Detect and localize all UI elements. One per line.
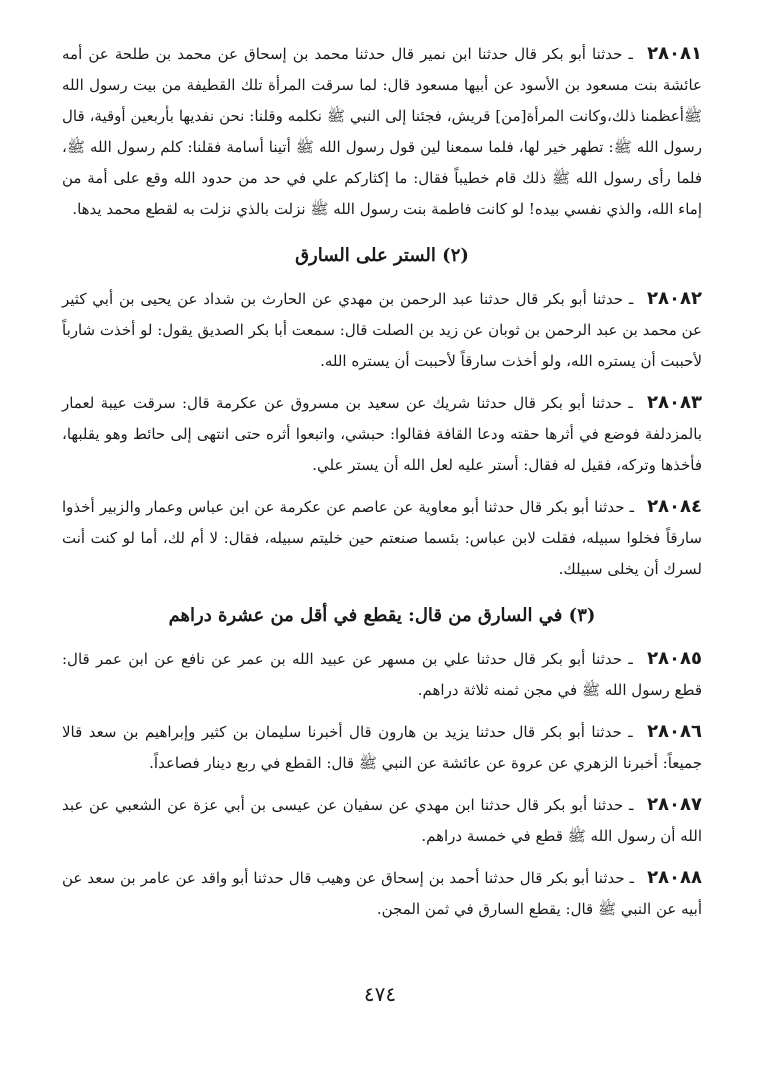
section-heading: (٣) في السارق من قال: يقطع في أقل من عشرة دراهم — [168, 605, 596, 626]
hadith-entry — [62, 789, 702, 852]
document-page — [62, 38, 702, 935]
hadith-number: ٢٨٠٨١ — [647, 43, 702, 64]
hadith-text: ـ حدثنا أبو بكر قال حدثنا علي بن مسهر عن عبيد الله بن عمر عن نافع عن ابن عمر قال: قطع رسول الله ﷺ في مجن ثمنه ثلاثة دراهم. — [62, 650, 702, 699]
hadith-entry — [62, 491, 702, 585]
hadith-number: ٢٨٠٨٣ — [647, 392, 702, 413]
hadith-number: ٢٨٠٨٥ — [647, 648, 702, 669]
hadith-number: ٢٨٠٨٧ — [647, 794, 702, 815]
hadith-entry — [62, 38, 702, 225]
hadith-number: ٢٨٠٨٢ — [647, 288, 702, 309]
hadith-number: ٢٨٠٨٤ — [647, 496, 702, 517]
hadith-text: ـ حدثنا أبو بكر قال حدثنا شريك عن سعيد بن مسروق عن عكرمة قال: سرقت عيبة لعمار بالمزدلفة فوضع في أثرها حقته ودعا القافة فقالوا: حبشي، واتبعوا أثره حتى انتهى إلى حائط وهو يقلبها، فأخذها وتركه، فقيل له فقال: أستر عليه لعل الله أن يستر علي. — [62, 394, 702, 474]
hadith-entry — [62, 283, 702, 377]
hadith-entry — [62, 862, 702, 925]
hadith-text: ـ حدثنا أبو بكر قال حدثنا عبد الرحمن بن مهدي عن الحارث بن شداد عن يحيى بن أبي كثير عن محمد بن عبد الرحمن بن ثوبان عن زيد بن الصلت قال: سمعت أبا بكر الصديق يقول: لو أخذت شارباً لأحببت أن يستره الله، ولو أخذت سارقاً لأحببت أن يستره الله. — [62, 290, 702, 370]
hadith-text: ـ حدثنا أبو بكر قال حدثنا ابن مهدي عن سفيان عن عيسى بن أبي عزة عن الشعبي عن عبد الله أن رسول الله ﷺ قطع في خمسة دراهم. — [62, 796, 702, 845]
hadith-number: ٢٨٠٨٨ — [647, 867, 702, 888]
hadith-text: ـ حدثنا أبو بكر قال حدثنا يزيد بن هارون قال أخبرنا سليمان بن كثير وإبراهيم بن سعد قالا جميعاً: أخبرنا الزهري عن عروة عن عائشة عن النبي ﷺ قال: القطع في ربع دينار فصاعداً. — [62, 723, 702, 772]
hadith-text: ـ حدثنا أبو بكر قال حدثنا ابن نمير قال حدثنا محمد بن إسحاق عن محمد بن طلحة عن أمه عائشة بنت مسعود بن الأسود عن أبيها مسعود قال: لما سرقت المرأة تلك القطيفة من بيت رسول الله ﷺأعظمنا ذلك،وكانت المرأة[من] قريش، فجئنا إلى النبي ﷺ نكلمه وقلنا: نحن نفديها بأربعين أوقية، قال رسول الله ﷺ: تطهر خير لها، فلما سمعنا لين قول رسول الله ﷺ أتينا أسامة فقلنا: كلم رسول الله ﷺ، فلما رأى رسول الله ﷺ ذلك قام خطيباً فقال: ما إكثاركم علي في حد من حدود الله وقع على أمة من إماء الله، والذي نفسي بيده! لو كانت فاطمة بنت رسول الله ﷺ نزلت بالذي نزلت به لقطع محمد يدها. — [62, 45, 702, 218]
hadith-entry — [62, 716, 702, 779]
hadith-entry — [62, 387, 702, 481]
section-heading: (٢) الستر على السارق — [295, 245, 469, 266]
hadith-text: ـ حدثنا أبو بكر قال حدثنا أبو معاوية عن عاصم عن عكرمة عن ابن عباس وعمار والزبير أخذوا سارقاً فخلوا سبيله، فقلت لابن عباس: بئسما صنعتم حين خليتم سبيله، فقال: لا أم لك، أما لو كنت أنت لسرك أن يخلى سبيلك. — [62, 498, 702, 578]
hadith-entry — [62, 643, 702, 706]
page-number: ٤٧٤ — [363, 982, 397, 1006]
hadith-text: ـ حدثنا أبو بكر قال حدثنا أحمد بن إسحاق عن وهيب قال حدثنا أبو واقد عن عامر بن سعد عن أبيه عن النبي ﷺ قال: يقطع السارق في ثمن المجن. — [62, 869, 702, 918]
hadith-number: ٢٨٠٨٦ — [647, 721, 702, 742]
